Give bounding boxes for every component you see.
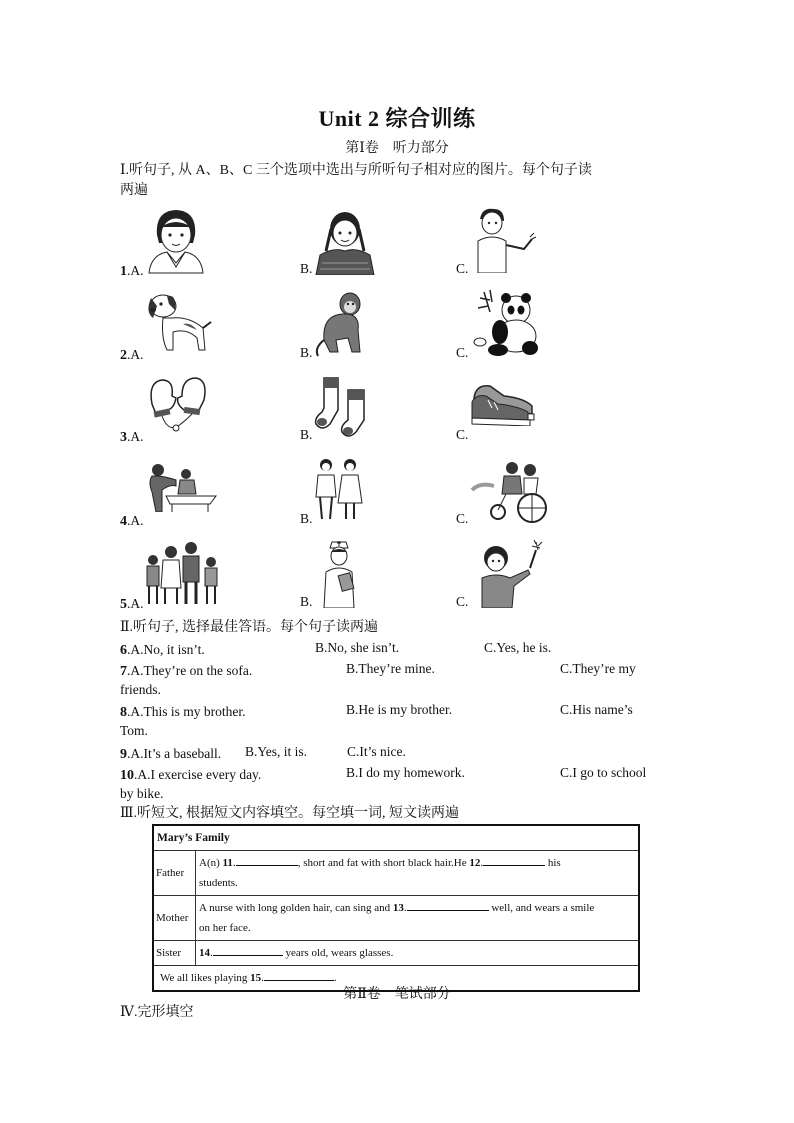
q7-option-c-cont: friends. xyxy=(120,682,161,697)
row4-label-c: C. xyxy=(456,511,469,526)
row5-label-b: B. xyxy=(300,594,313,609)
panda-icon xyxy=(470,288,540,358)
socks-icon xyxy=(312,374,374,438)
q7-option-a: 7.A.They’re on the sofa. xyxy=(120,663,253,679)
row-label-father: Father xyxy=(153,851,196,896)
dog-icon xyxy=(143,288,213,358)
all-cell: We all likes playing 15. . xyxy=(153,966,639,992)
teacher-helping-student-icon xyxy=(146,462,220,512)
table-heading: Mary’s Family xyxy=(153,825,639,851)
q6-option-b: B.No, she isn’t. xyxy=(315,640,400,655)
section1-instruction-line2: 两遍 xyxy=(120,183,148,198)
q7-option-b: B.They’re mine. xyxy=(346,661,435,676)
row2-label-a: 2.A. xyxy=(120,347,144,363)
q6-option-c: C.Yes, he is. xyxy=(484,640,552,655)
monkey-icon xyxy=(312,290,372,358)
page-title: Unit 2 综合训练 xyxy=(318,106,476,131)
boy-waving-icon xyxy=(472,207,538,273)
row5-label-a: 5.A. xyxy=(120,596,144,612)
sister-cell: 14. years old, wears glasses. xyxy=(196,941,640,966)
row3-label-b: B. xyxy=(300,427,313,442)
marys-family-table xyxy=(152,824,640,992)
row2-label-c: C. xyxy=(456,345,469,360)
q10-option-b: B.I do my homework. xyxy=(346,765,465,780)
girl-braids-icon xyxy=(314,207,376,275)
blank-12[interactable] xyxy=(483,853,545,866)
row1-label-a: 1.A. xyxy=(120,263,144,279)
row3-label-c: C. xyxy=(456,427,469,442)
q10-option-c-cont: by bike. xyxy=(120,786,164,801)
row4-label-a: 4.A. xyxy=(120,513,144,529)
section2-instruction: Ⅱ.听句子, 选择最佳答语。每个句子读两遍 xyxy=(120,620,379,635)
row-label-mother: Mother xyxy=(153,896,196,941)
q8-option-c-cont: Tom. xyxy=(120,723,148,738)
mother-cell: A nurse with long golden hair, can sing and 13. well, and wears a smile on her face. xyxy=(196,896,640,941)
q9-option-a: 9.A.It’s a baseball. xyxy=(120,746,222,762)
father-cell: A(n) 11. , short and fat with short black hair.He 12. his students. xyxy=(196,851,640,896)
q9-option-c: C.It’s nice. xyxy=(347,744,406,759)
blank-13[interactable] xyxy=(407,898,489,911)
q7-option-c: C.They’re my xyxy=(560,661,636,676)
blank-11[interactable] xyxy=(236,853,298,866)
blank-14[interactable] xyxy=(213,943,283,956)
row3-label-a: 3.A. xyxy=(120,429,144,445)
q9-option-b: B.Yes, it is. xyxy=(245,744,308,759)
row5-label-c: C. xyxy=(456,594,469,609)
q8-option-a: 8.A.This is my brother. xyxy=(120,704,246,720)
q10-option-c: C.I go to school xyxy=(560,765,647,780)
sneakers-icon xyxy=(470,380,538,426)
q6-option-a: 6.A.No, it isn’t. xyxy=(120,642,205,658)
row1-label-c: C. xyxy=(456,261,469,276)
mittens-icon xyxy=(146,374,210,436)
q8-option-c: C.His name’s xyxy=(560,702,633,717)
blank-15[interactable] xyxy=(264,968,334,981)
row1-label-b: B. xyxy=(300,261,313,276)
row2-label-b: B. xyxy=(300,345,313,360)
q10-option-a: 10.A.I exercise every day. xyxy=(120,767,262,783)
nurse-icon xyxy=(320,540,358,608)
part1-heading: 第Ⅰ卷 听力部分 xyxy=(345,141,449,156)
row-label-sister: Sister xyxy=(153,941,196,966)
section3-instruction: Ⅲ.听短文, 根据短文内容填空。每空填一词, 短文读两遍 xyxy=(120,806,459,821)
girl-sparkler-icon xyxy=(470,538,548,608)
two-girls-icon xyxy=(312,457,364,523)
row4-label-b: B. xyxy=(300,511,313,526)
part2-heading: 第Ⅱ卷 笔试部分 xyxy=(343,987,451,1002)
helping-wheelchair-icon xyxy=(470,460,550,524)
girl-portrait-icon xyxy=(143,205,209,275)
q8-option-b: B.He is my brother. xyxy=(346,702,453,717)
family-icon xyxy=(143,540,223,606)
section4-instruction: Ⅳ.完形填空 xyxy=(120,1005,194,1020)
section1-instruction-line1: Ⅰ.听句子, 从 A、B、C 三个选项中选出与所听句子相对应的图片。每个句子读 xyxy=(120,163,592,178)
